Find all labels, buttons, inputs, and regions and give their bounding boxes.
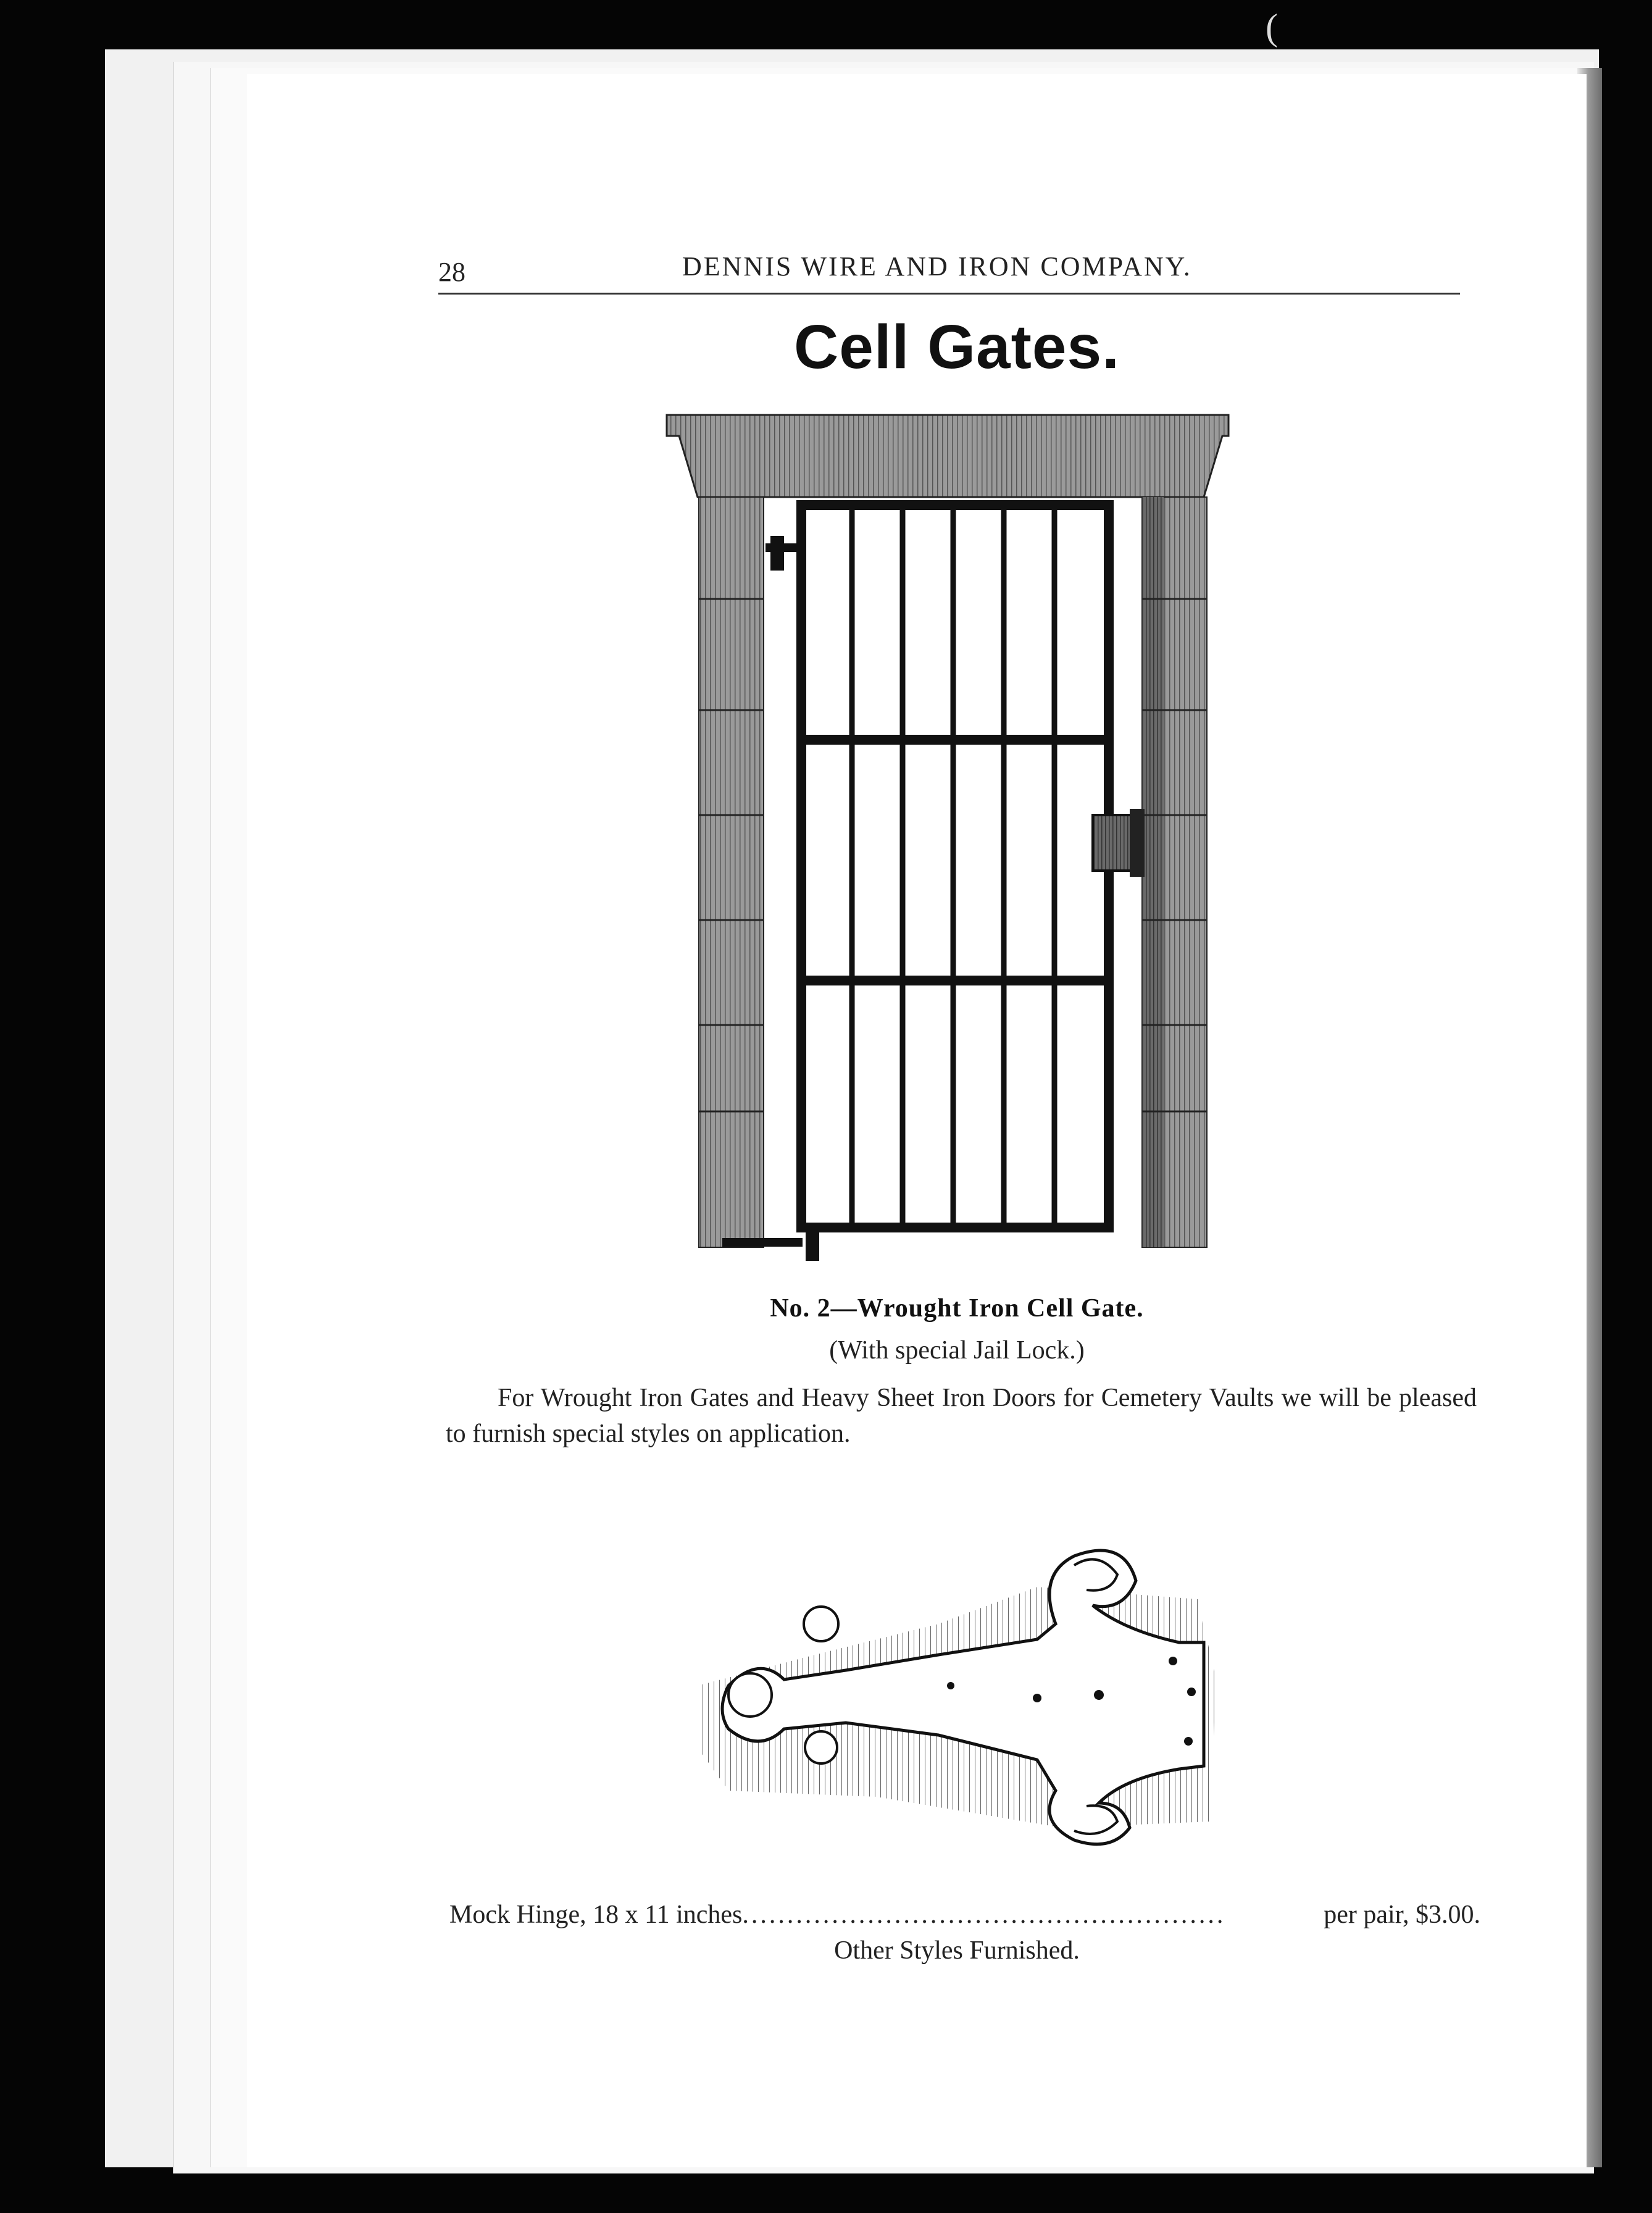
hinge-note: Other Styles Furnished. (834, 1936, 1080, 1965)
hinge-price: per pair, $3.00. (1324, 1901, 1480, 1929)
body-paragraph-text: For Wrought Iron Gates and Heavy Sheet Iron Doors for Cemetery Vaults we will be pleased to furnish special styles on application. (446, 1384, 1477, 1448)
lintel (667, 415, 1229, 497)
hinge-item-label: Mock Hinge, 18 x 11 inches (449, 1901, 743, 1929)
gate-subcaption: (With special Jail Lock.) (829, 1336, 1085, 1365)
page-number: 28 (438, 257, 465, 287)
gate-bars (852, 506, 1054, 1226)
mock-hinge-illustration (691, 1531, 1222, 1852)
gate-caption: No. 2—Wrought Iron Cell Gate. (770, 1294, 1144, 1323)
hinge-dot-leader: ...................................................... (742, 1901, 1226, 1929)
jail-lock (1093, 809, 1145, 877)
header-rule (438, 293, 1460, 295)
hinge-price-line (449, 1900, 1480, 1930)
body-paragraph (446, 1380, 1477, 1452)
right-jamb (1142, 497, 1207, 1247)
cell-gate-illustration (661, 414, 1241, 1266)
left-jamb (699, 497, 764, 1247)
page-title: Cell Gates. (794, 312, 1120, 382)
running-head: DENNIS WIRE AND IRON COMPANY. (682, 251, 1192, 282)
scan-mark: ( (1266, 7, 1278, 48)
